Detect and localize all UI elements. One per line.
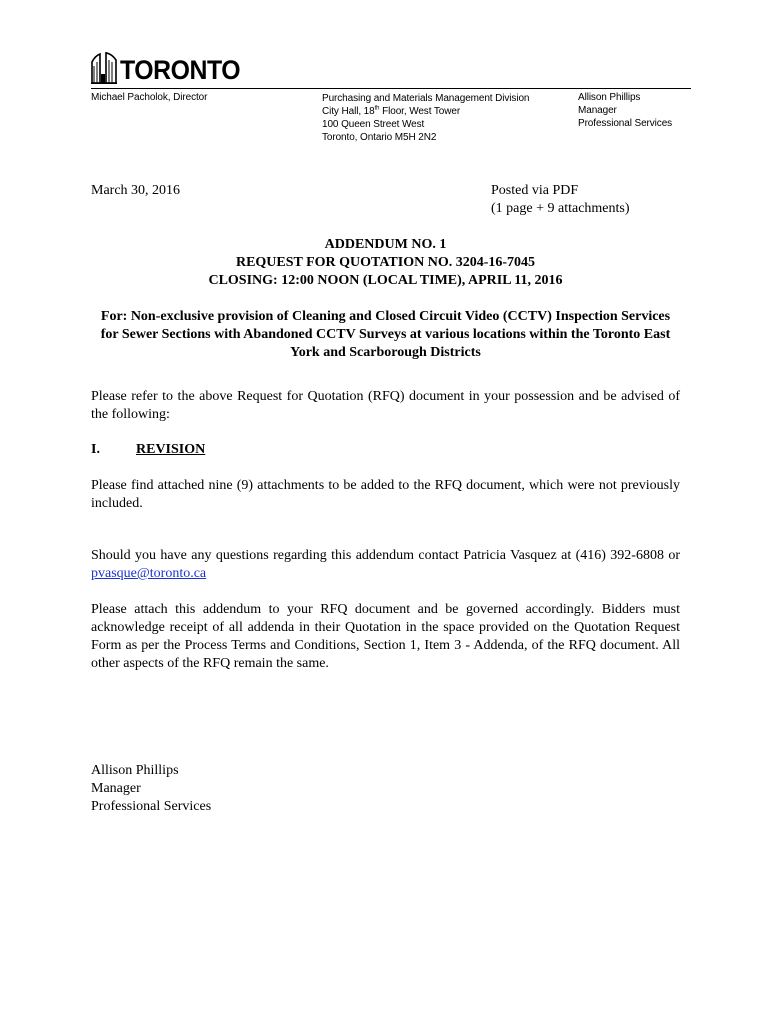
title-line: ADDENDUM NO. 1 (324, 237, 447, 252)
address-line: 100 Queen Street West (322, 119, 425, 130)
posted-note (491, 182, 630, 218)
letter-date: March 30, 2016 (91, 183, 181, 198)
posted-line: Posted via PDF (491, 183, 579, 198)
signature-block (91, 762, 211, 816)
email-link[interactable]: pvasque@toronto.ca (91, 566, 207, 581)
signature-title: Manager (91, 781, 141, 796)
division-address (322, 92, 529, 144)
title-line: CLOSING: 12:00 NOON (LOCAL TIME), APRIL 11, 2016 (208, 273, 563, 288)
signature-department: Professional Services (91, 799, 212, 814)
manager-name: Allison Phillips (578, 92, 641, 103)
signature-name: Allison Phillips (91, 763, 179, 778)
intro-paragraph: Please refer to the above Request for Quotation (RFQ) document in your possession and be advised of the following: (91, 389, 680, 422)
rfq-subject: For: Non-exclusive provision of Cleaning and Closed Circuit Video (CCTV) Inspection Services for Sewer Sections with Abandoned CCTV Surveys at various locations within the Toronto East York and Scarborough Districts (100, 309, 671, 360)
manager-title: Manager (578, 105, 617, 116)
questions-text: Should you have any questions regarding this addendum contact Patricia Vasquez at (416) 392-6808 or (91, 548, 680, 563)
title-line: REQUEST FOR QUOTATION NO. 3204-16-7045 (235, 255, 536, 270)
posted-line: (1 page + 9 attachments) (491, 201, 630, 216)
address-line: City Hall, 18th Floor, West Tower (322, 105, 461, 117)
addendum-title (91, 236, 680, 290)
section-heading (91, 441, 205, 459)
questions-paragraph (91, 547, 680, 583)
director-name: Michael Pacholok, Director (91, 92, 208, 103)
address-line: Purchasing and Materials Management Division (322, 93, 530, 104)
manager-department: Professional Services (578, 118, 673, 129)
address-line: Toronto, Ontario M5H 2N2 (322, 132, 437, 143)
attach-paragraph: Please attach this addendum to your RFQ document and be governed accordingly. Bidders must acknowledge receipt of all addenda in their Quotation in the space provided on the Quotation Request Form as per the Process Terms and Conditions, Section 1, Item 3 - Addenda, of the RFQ document. All other aspects of the RFQ remain the same. (91, 602, 680, 671)
header-divider (91, 88, 691, 89)
section-number: I. (91, 442, 100, 457)
manager-contact (578, 91, 672, 130)
section-title: REVISION (136, 442, 206, 457)
toronto-logo (91, 50, 251, 84)
city-hall-icon (91, 52, 117, 84)
revision-paragraph: Please find attached nine (9) attachments to be added to the RFQ document, which were not previously included. (91, 478, 680, 511)
logo-wordmark: TORONTO (120, 55, 241, 85)
